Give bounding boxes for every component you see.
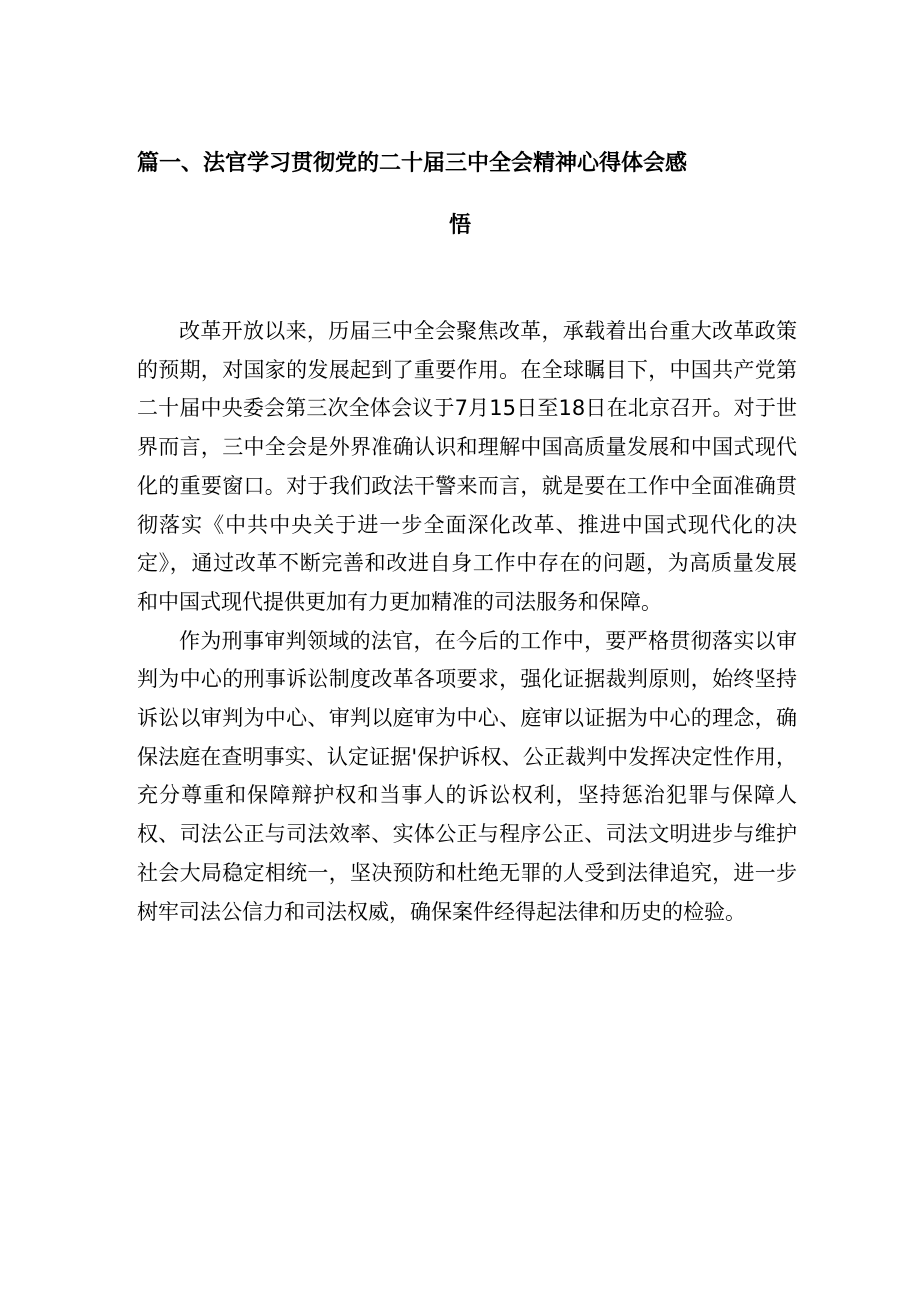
paragraph-2: 作为刑事审判领域的法官，在今后的工作中，要严格贯彻落实以审判为中心的刑事诉讼制度改革各项要求，强化证据裁判原则，始终坚持诉讼以审判为中心、审判以庭审为中心、庭审以证据为中心的理念，确保法庭在查明事实、认定证据'保护诉权、公正裁判中发挥决定性作用，充分尊重和保障辩护权和当事人的诉讼权利，坚持惩治犯罪与保障人权、司法公正与司法效率、实体公正与程序公正、司法文明进步与维护社会大局稳定相统一，坚决预防和杜绝无罪的人受到法律追究，进一步树牢司法公信力和司法权威，确保案件经得起法律和历史的检验。 <box>137 628 797 924</box>
document-body <box>137 312 797 931</box>
paragraph-1: 改革开放以来，历届三中全会聚焦改革，承载着出台重大改革政策的预期，对国家的发展起到了重要作用。在全球瞩目下，中国共产党第二十届中央委会第三次全体会议于7月15日至18日在北京召开。对于世界而言，三中全会是外界准确认识和理解中国高质量发展和中国式现代化的重要窗口。对于我们政法干警来而言，就是要在工作中全面准确贯彻落实《中共中央关于进一步全面深化改革、推进中国式现代化的决定》，通过改革不断完善和改进自身工作中存在的问题，为高质量发展和中国式现代提供更加有力更加精准的司法服务和保障。 <box>137 319 797 614</box>
document-title: 篇一、法官学习贯彻党的二十届三中全会精神心得体会感 <box>137 151 688 176</box>
document-title-continued: 悟 <box>448 213 471 238</box>
